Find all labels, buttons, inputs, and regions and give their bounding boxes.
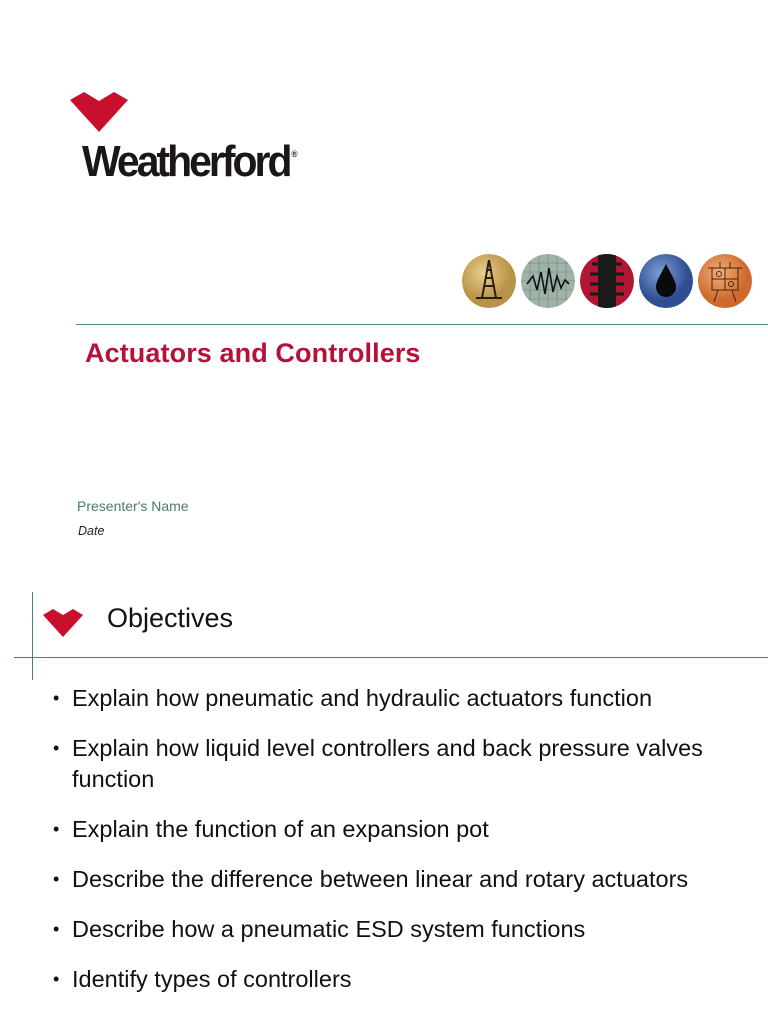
list-item: • Explain how liquid level controllers and back pressure valves function bbox=[53, 735, 703, 792]
oil-drop-icon bbox=[639, 254, 693, 308]
objectives-slide bbox=[0, 575, 768, 1024]
drilling-rig-icon bbox=[462, 254, 516, 308]
section-title: Objectives bbox=[107, 603, 234, 633]
seismic-wave-icon bbox=[521, 254, 575, 308]
presentation-date: Date bbox=[78, 524, 105, 538]
list-item: • Explain how pneumatic and hydraulic actuators function bbox=[53, 685, 653, 711]
vertical-accent-line bbox=[32, 592, 33, 680]
platform-diagram-icon bbox=[698, 254, 752, 308]
title-divider bbox=[76, 324, 768, 325]
list-item: • Identify types of controllers bbox=[53, 966, 352, 992]
list-item: • Explain the function of an expansion pot bbox=[53, 816, 489, 842]
presenter-name: Presenter's Name bbox=[77, 498, 189, 514]
weatherford-logo-icon bbox=[42, 608, 84, 638]
page-title: Actuators and Controllers bbox=[85, 338, 421, 368]
brand-wordmark: Weatherford ® bbox=[82, 137, 298, 186]
header-divider bbox=[14, 657, 768, 658]
weatherford-logo-icon bbox=[68, 90, 130, 134]
objectives-list bbox=[52, 683, 752, 1014]
list-item: • Describe the difference between linear and rotary actuators bbox=[53, 866, 689, 892]
list-item: • Describe how a pneumatic ESD system functions bbox=[53, 916, 586, 942]
well-casing-icon bbox=[580, 254, 634, 308]
